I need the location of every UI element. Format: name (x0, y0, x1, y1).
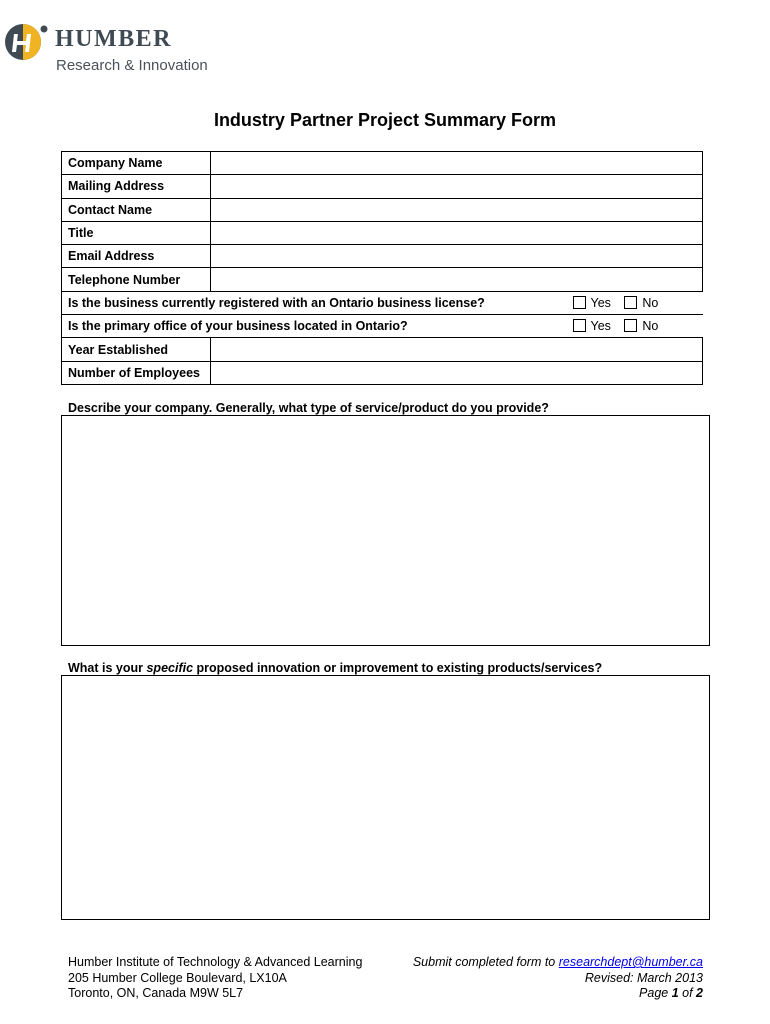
table-row (62, 245, 703, 268)
number-of-employees-field[interactable] (211, 361, 703, 384)
footer-address (68, 955, 362, 1002)
ontario-yes-checkbox[interactable] (573, 319, 586, 332)
innovation-textarea[interactable] (61, 675, 710, 920)
no-label: No (642, 319, 659, 334)
page-number: Page 1 of 2 (639, 986, 703, 1000)
yes-label: Yes (590, 295, 611, 310)
table-row (62, 291, 703, 314)
telephone-number-field[interactable] (211, 268, 703, 291)
field-label: Number of Employees (62, 361, 211, 384)
year-established-field[interactable] (211, 338, 703, 361)
ontario-no-checkbox[interactable] (624, 319, 637, 332)
contact-name-field[interactable] (211, 198, 703, 221)
revised-date: Revised: March 2013 (584, 970, 703, 985)
question-ontario-office (62, 315, 703, 338)
title-field[interactable] (211, 221, 703, 244)
table-row (62, 175, 703, 198)
describe-company-question: Describe your company. Generally, what type of service/product do you provide? (68, 401, 549, 415)
company-name-field[interactable] (211, 152, 703, 175)
field-label: Contact Name (62, 198, 211, 221)
table-row (62, 315, 703, 338)
street-address: 205 Humber College Boulevard, LX10A (68, 970, 287, 985)
describe-company-textarea[interactable] (61, 415, 710, 646)
footer-submit-info (413, 955, 703, 1002)
field-label: Company Name (62, 152, 211, 175)
submit-text: Submit completed form to (412, 955, 559, 969)
license-no-checkbox[interactable] (624, 296, 637, 309)
humber-logo-icon (4, 22, 48, 62)
brand-name: HUMBER (55, 26, 172, 52)
table-row (62, 361, 703, 384)
question-text: Is the primary office of your business located in Ontario? (68, 319, 408, 334)
form-title: Industry Partner Project Summary Form (213, 110, 557, 130)
brand-subtitle: Research & Innovation (56, 57, 208, 74)
no-label: No (642, 295, 659, 310)
yes-label: Yes (590, 319, 611, 334)
question-license (62, 291, 703, 314)
email-address-field[interactable] (211, 245, 703, 268)
question-text: Is the business currently registered with an Ontario business license? (68, 295, 485, 310)
table-row (62, 338, 703, 361)
institution-name: Humber Institute of Technology & Advanced Learning (68, 955, 363, 969)
email-link[interactable]: researchdept@humber.ca (558, 955, 703, 969)
company-info-table (61, 151, 703, 385)
field-label: Year Established (62, 338, 211, 361)
table-row (62, 221, 703, 244)
field-label: Title (62, 221, 211, 244)
license-yes-checkbox[interactable] (573, 296, 586, 309)
mailing-address-field[interactable] (211, 175, 703, 198)
table-row (62, 268, 703, 291)
field-label: Telephone Number (62, 268, 211, 291)
field-label: Email Address (62, 245, 211, 268)
innovation-question: What is your specific proposed innovation or improvement to existing products/services? (68, 661, 603, 675)
field-label: Mailing Address (62, 175, 211, 198)
city-address: Toronto, ON, Canada M9W 5L7 (68, 986, 244, 1000)
table-row (62, 152, 703, 175)
table-row (62, 198, 703, 221)
